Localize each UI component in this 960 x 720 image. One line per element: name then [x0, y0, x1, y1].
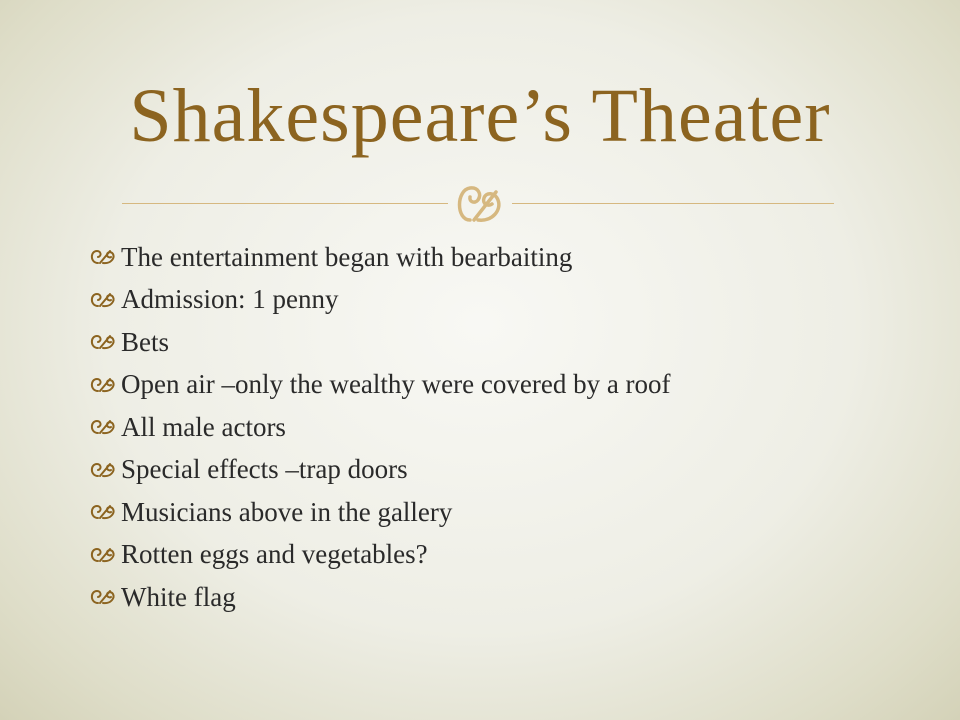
bullet-item	[86, 236, 671, 279]
ornament-bullet-icon	[86, 587, 120, 607]
ornament-bullet-icon	[86, 247, 120, 267]
bullet-text: All male actors	[121, 411, 286, 442]
ornament-bullet-icon	[86, 290, 120, 310]
bullet-text: Admission: 1 penny	[121, 284, 339, 315]
bullet-text: The entertainment began with bearbaiting	[121, 241, 573, 272]
bullet-item	[86, 576, 671, 619]
title-divider-left	[122, 203, 448, 204]
bullet-item	[86, 364, 671, 407]
bullet-item	[86, 406, 671, 449]
bullet-item	[86, 321, 671, 364]
bullet-text: White flag	[121, 581, 236, 612]
bullet-text: Special effects –trap doors	[121, 454, 408, 485]
bullet-text: Musicians above in the gallery	[121, 496, 453, 527]
bullet-text: Rotten eggs and vegetables?	[121, 539, 428, 570]
bullet-text: Bets	[121, 326, 170, 357]
ornament-bullet-icon	[86, 460, 120, 480]
ornament-bullet-icon	[86, 332, 120, 352]
title-divider-right	[512, 203, 834, 204]
slide-title: Shakespeare’s Theater	[129, 74, 831, 158]
ornament-bullet-icon	[86, 375, 120, 395]
ornament-icon	[448, 176, 512, 230]
ornament-bullet-icon	[86, 417, 120, 437]
bullet-item	[86, 491, 671, 534]
ornament-bullet-icon	[86, 545, 120, 565]
bullet-text: Open air –only the wealthy were covered by a roof	[121, 369, 671, 400]
ornament-bullet-icon	[86, 502, 120, 522]
bullet-item	[86, 279, 671, 322]
bullet-list	[86, 236, 671, 619]
bullet-item	[86, 534, 671, 577]
bullet-item	[86, 449, 671, 492]
